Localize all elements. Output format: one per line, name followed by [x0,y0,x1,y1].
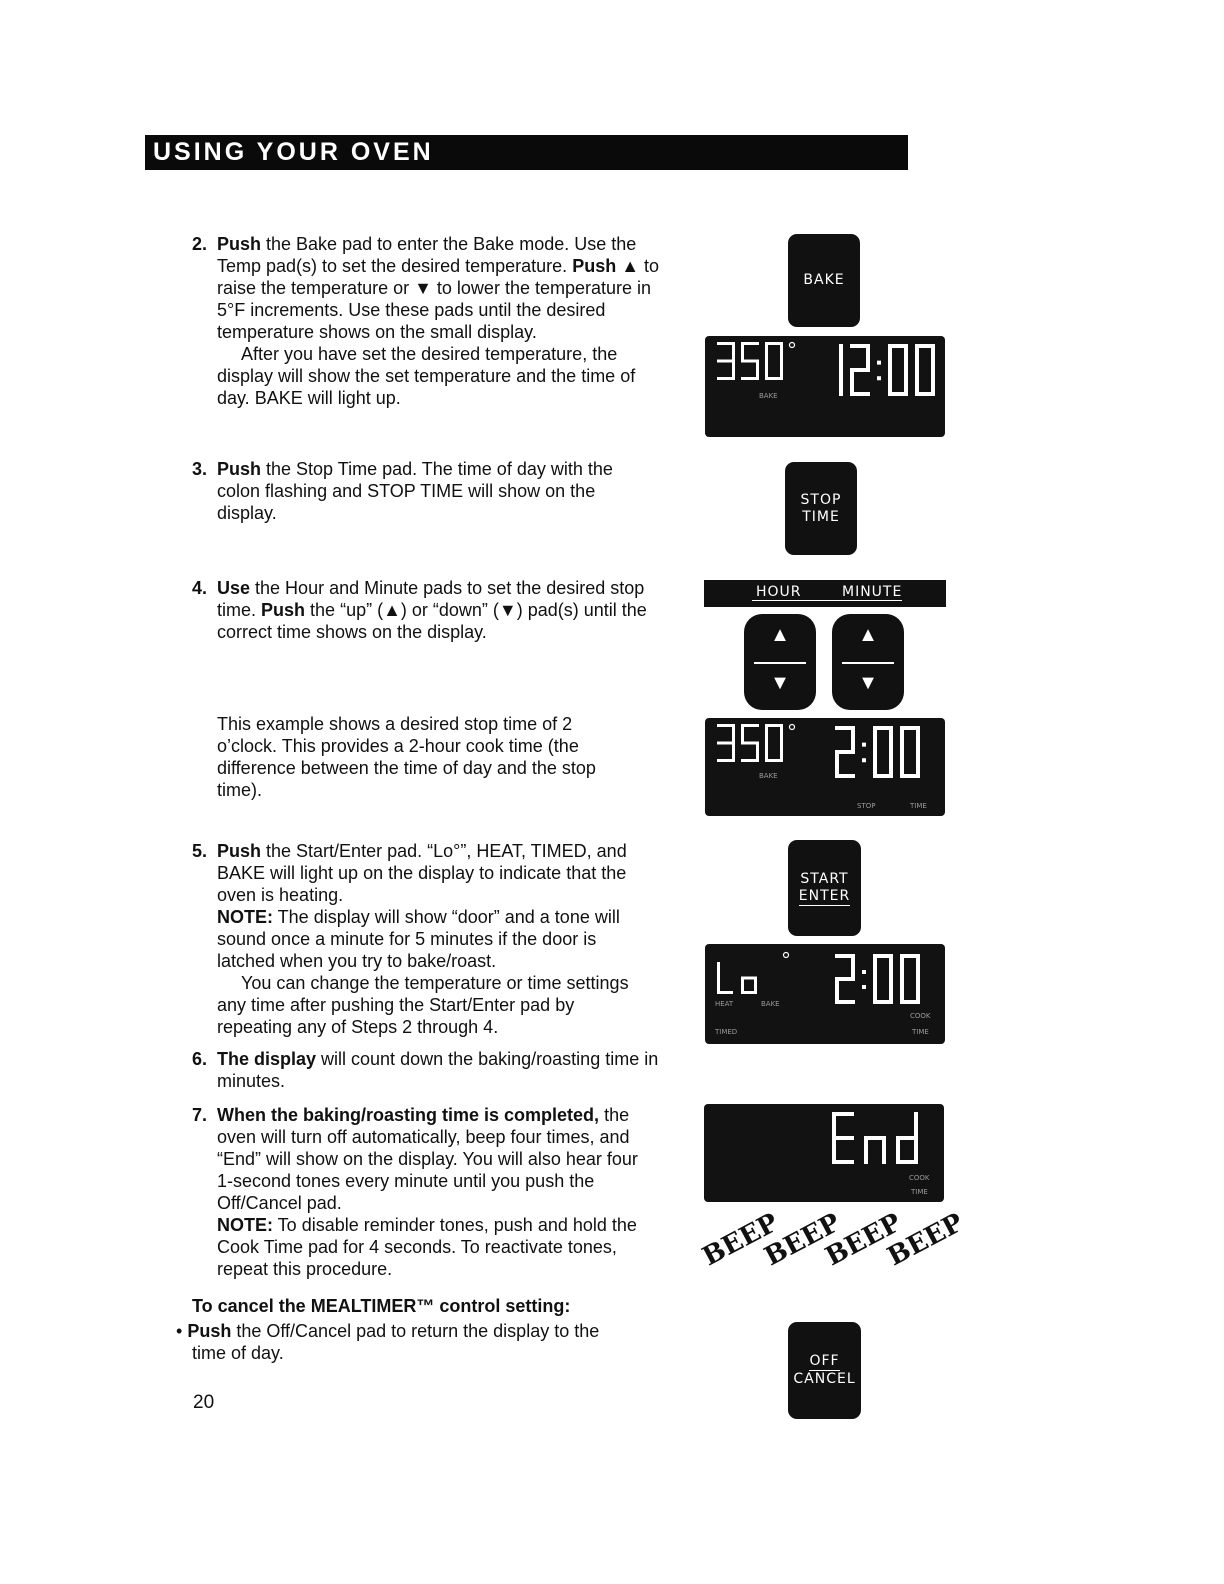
step-paragraph [217,458,622,524]
segment [780,342,783,361]
segment [900,954,904,979]
hour-minute-divider [752,600,902,601]
page-number: 20 [193,1392,215,1413]
pad-divider [842,662,894,664]
step-text: the oven will turn off automatically, beep four times, and “End” will show on the display. You will also hear four 1-second tones every minute until you push the Off/Cancel pad. [217,1105,638,1213]
step-number: 2. [192,234,208,254]
indicator-label: HEAT [715,1000,734,1008]
pad-label: CANCEL [793,1371,856,1387]
section-title: USING YOUR OVEN [153,138,434,166]
segment [832,1112,836,1138]
step-5 [192,840,642,1038]
cancel-paragraph [176,1320,632,1364]
segment [741,977,757,980]
beep-text: BEEP [759,1207,846,1273]
bake-pad-illustration [788,234,860,327]
step-lead: Use [217,578,251,598]
beep-text: BEEP [820,1207,907,1273]
hour-minute-label-bar [704,580,946,607]
up-arrow-icon: ▲ [770,624,790,646]
colon-dot [862,970,866,974]
colon-dot [862,758,866,762]
colon-dot [862,985,866,989]
segment-display [705,336,945,437]
down-arrow-icon: ▼ [770,672,790,694]
section-header [145,135,908,170]
display-stop-time [705,718,945,816]
segment [864,1136,886,1140]
segment [717,759,735,762]
beep-text: BEEP [697,1207,784,1273]
step-2 [192,233,662,409]
segment [741,759,759,762]
segment [915,344,919,370]
cancel-text: the Off/Cancel pad to return the display to the time of day. [192,1321,600,1363]
step-7 [192,1104,642,1280]
colon-dot [877,361,881,365]
beep-text: BEEP [882,1207,969,1273]
segment [741,377,759,380]
segment-display [705,944,945,1044]
pad-label: START [800,870,849,887]
degree-mark [790,343,795,348]
minute-pad-illustration [832,614,904,710]
segment-display [705,718,945,816]
segment [717,962,720,978]
segment [741,724,744,743]
segment [873,979,877,1004]
step-lead: Push [217,459,262,479]
segment [741,978,744,994]
minute-label: MINUTE [842,584,903,600]
segment [839,370,843,396]
cancel-heading: To cancel the MEALTIMER™ control setting: [192,1296,571,1316]
segment [780,724,783,743]
segment [915,370,919,396]
segment [864,1138,868,1164]
indicator-label: BAKE [761,1000,780,1008]
display-set-temperature [705,336,945,437]
indicator-label: COOK [909,1174,930,1182]
step-paragraph [217,1048,662,1092]
stop-time-pad-illustration [785,462,857,555]
step-number: 6. [192,1049,208,1069]
segment [732,724,735,743]
step-text: the Hour and Minute pads to set the desired stop time. [217,578,645,620]
pad-divider [754,662,806,664]
display-heating [705,944,945,1044]
segment [889,726,893,752]
step-paragraph: After you have set the desired temperature, the display will show the set temperature and the time of day. BAKE will light up. [217,344,636,408]
colon-dot [877,376,881,380]
step-paragraph: You can change the temperature or time settings any time after pushing the Start/Enter pad by repeating any of Steps 2 through 4. [217,973,629,1037]
segment [873,726,877,752]
step-lead: The display [217,1049,317,1069]
segment [850,392,870,396]
step-text: To disable reminder tones, push and hold the Cook Time pad for 4 seconds. To reactivate tones, repeat this procedure. [217,1215,637,1279]
segment [839,344,843,370]
step-text: ▲ to raise the temperature or ▼ to lower the temperature in 5°F increments. Use these pads until the desired temperature shows on the small display. [217,256,660,342]
cancel-instruction [176,1320,632,1364]
segment [900,979,904,1004]
step-paragraph [217,1214,642,1280]
segment [851,726,855,752]
up-arrow-icon: ▲ [858,624,878,646]
segment [866,344,870,370]
segment [914,1112,918,1138]
segment [888,344,892,370]
step-number: 5. [192,841,208,861]
step-4 [192,577,662,643]
segment [916,726,920,752]
bullet: • [176,1321,183,1341]
pad-label: TIME [802,508,840,525]
cancel-lead: Push [187,1321,232,1341]
segment [717,377,735,380]
segment [900,726,904,752]
segment-display [704,1104,944,1202]
pad-label: BAKE [803,272,845,288]
step-lead: Push [572,256,617,276]
segment [873,752,877,778]
step-paragraph [217,906,642,972]
segment [873,954,877,979]
segment [832,1160,854,1164]
step-text: the “up” (▲) or “down” (▼) pad(s) until the correct time shows on the display. [217,600,647,642]
step-text: the Bake pad to enter the Bake mode. Use the Temp pad(s) to set the desired temperature. [217,234,637,276]
step-text: the Stop Time pad. The time of day with the colon flashing and STOP TIME will show on the display. [217,459,613,523]
hour-label: HOUR [756,584,802,600]
step-paragraph [217,577,662,643]
indicator-label: TIMED [715,1028,738,1036]
segment [916,954,920,979]
segment [889,954,893,979]
segment [931,344,935,370]
step-lead: NOTE: [217,907,273,927]
display-end [704,1104,944,1202]
pad-label: ENTER [798,887,851,904]
segment [765,361,768,380]
segment [904,344,908,370]
segment [851,954,855,979]
segment [741,342,744,361]
segment [765,724,768,743]
segment [835,1000,855,1004]
indicator-label: STOP [857,802,876,810]
step-paragraph [217,233,662,343]
degree-mark [784,953,789,958]
segment [882,1138,886,1164]
step-paragraph [217,1104,642,1214]
step-lead: Push [217,234,262,254]
step-paragraph [217,840,642,906]
pad-label: OFF [809,1353,840,1369]
segment [835,774,855,778]
step-lead: NOTE: [217,1215,273,1235]
step-number: 4. [192,578,208,598]
step-paragraph: This example shows a desired stop time of 2 o’clock. This provides a 2-hour cook time (the difference between the time of day and the stop time). [217,714,596,800]
step-text: the Start/Enter pad. “Lo°”, HEAT, TIMED, and BAKE will light up on the display to indicate that the oven is heating. [217,841,627,905]
segment [732,342,735,361]
example-note [192,713,612,801]
segment [896,1136,918,1140]
pad-label: STOP [800,491,842,508]
step-lead: Push [217,841,262,861]
indicator-label: TIME [911,1188,928,1196]
segment [717,991,733,994]
indicator-label: BAKE [759,772,778,780]
segment [900,752,904,778]
down-arrow-icon: ▼ [858,672,878,694]
indicator-label: TIME [912,1028,929,1036]
indicator-label: TIME [910,802,927,810]
step-lead: When the baking/roasting time is completed, [217,1105,600,1125]
indicator-label: COOK [910,1012,931,1020]
indicator-label: BAKE [759,392,778,400]
start-enter-pad-illustration [788,840,861,936]
step-3 [192,458,622,524]
colon-dot [862,743,866,747]
segment [888,370,892,396]
off-cancel-pad-illustration [788,1322,861,1419]
segment [765,342,768,361]
step-6 [192,1048,662,1092]
segment [765,743,768,762]
step-text: will count down the baking/roasting time in minutes. [217,1049,659,1091]
step-text: The display will show “door” and a tone will sound once a minute for 5 minutes if the door is latched when you try to bake/roast. [217,907,620,971]
step-number: 3. [192,459,208,479]
step-number: 7. [192,1105,208,1125]
step-lead: Push [261,600,306,620]
hour-pad-illustration [744,614,816,710]
segment [896,1138,900,1164]
degree-mark [790,725,795,730]
